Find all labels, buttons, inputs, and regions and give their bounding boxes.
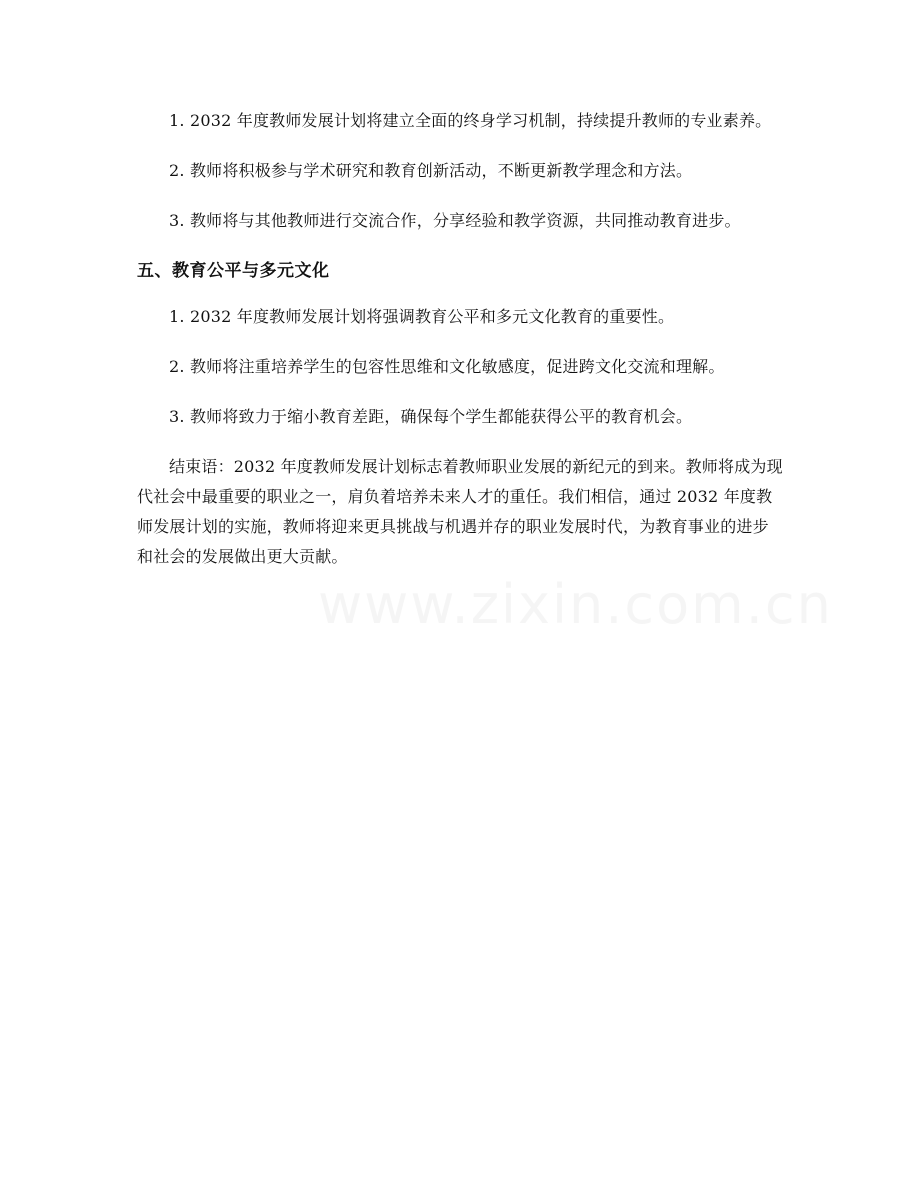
paragraph-inclusive-thinking: 2. 教师将注重培养学生的包容性思维和文化敏感度，促进跨文化交流和理解。 [169,357,725,376]
watermark-text: www.zixin.com.cn [318,573,833,636]
section-heading-equity: 五、教育公平与多元文化 [137,261,330,281]
paragraph-narrow-gap: 3. 教师将致力于缩小教育差距，确保每个学生都能获得公平的教育机会。 [169,407,693,426]
paragraph-collaboration: 3. 教师将与其他教师进行交流合作，分享经验和教学资源，共同推动教育进步。 [169,211,741,230]
paragraph-conclusion: 结束语：2032 年度教师发展计划标志着教师职业发展的新纪元的到来。教师将成为现代社会中最重要的职业之一，肩负着培养未来人才的重任。我们相信，通过 2032 年度教师发展计划的实施，教师将迎来更具挑战与机遇并存的职业发展时代，为教育事业的进步和社会的发展做出更大贡献。 [137,457,783,566]
paragraph-lifelong-learning: 1. 2032 年度教师发展计划将建立全面的终身学习机制，持续提升教师的专业素养。 [169,111,772,130]
document-body [137,106,783,592]
paragraph-equity-importance: 1. 2032 年度教师发展计划将强调教育公平和多元文化教育的重要性。 [169,307,675,326]
paragraph-academic-research: 2. 教师将积极参与学术研究和教育创新活动，不断更新教学理念和方法。 [169,161,693,180]
